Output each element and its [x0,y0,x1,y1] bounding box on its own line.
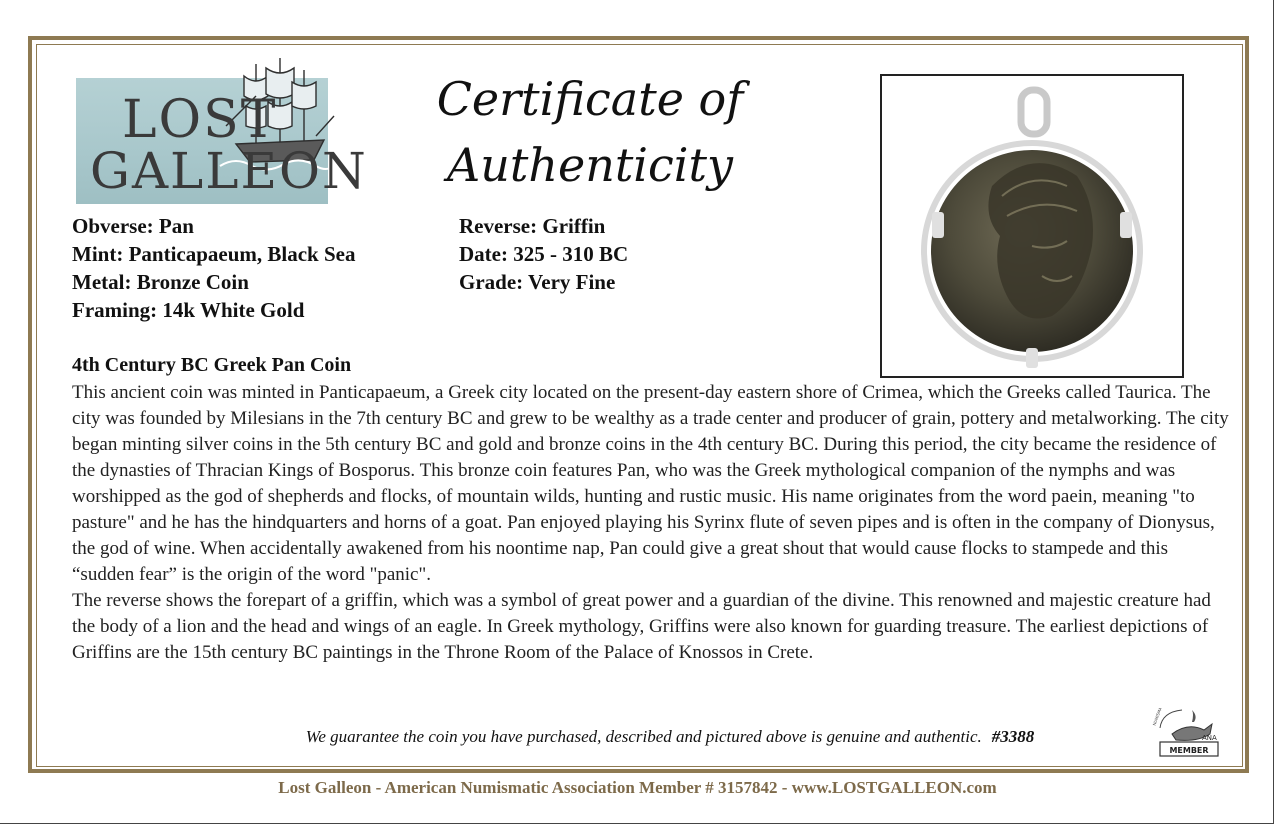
lost-galleon-logo [76,78,368,204]
footer-membership-line: Lost Galleon - American Numismatic Association Member # 3157842 - www.LOSTGALLEON.com [278,778,997,797]
description-heading: 4th Century BC Greek Pan Coin [72,354,352,376]
guarantee-statement [120,727,1220,747]
field-framing: Framing: 14k White Gold [72,298,305,322]
field-mint: Mint: Panticapaeum, Black Sea [72,242,356,266]
logo-word-lost: LOST [122,90,278,150]
coin-pendant-image [880,74,1184,378]
coin-details-left [72,212,356,324]
field-obverse: Obverse: Pan [72,214,194,238]
coin-details-right [459,212,628,296]
ana-badge-arc-text: NUMISMATIC [1152,708,1165,727]
ana-badge-top-text: ANA [1202,734,1217,742]
ana-member-badge [1152,708,1224,758]
certificate-title [420,66,760,198]
field-date: Date: 325 - 310 BC [459,242,629,266]
certificate-number: #3388 [991,727,1035,746]
guarantee-text: We guarantee the coin you have purchased, described and pictured above is genuine and authentic. [305,727,982,746]
title-line-2: Authenticity [447,138,733,192]
description-body [72,380,1232,666]
field-grade: Grade: Very Fine [459,270,616,294]
logo-word-galleon: GALLEON [90,142,368,200]
description-paragraph-1: This ancient coin was minted in Panticapaeum, a Greek city located on the present-day eastern shore of Crimea, which the Greeks called Taurica. The city was founded by Milesians in the 7th century BC and grew to be wealthy as a trade center and producer of grain, pottery and metalworking. The city began minting silver coins in the 5th century BC and gold and bronze coins in the 4th century BC. During this period, the city became the residence of the dynasties of Thracian Kings of Bosporus. This bronze coin features Pan, who was the Greek mythological companion of the nymphs and was worshipped as the god of shepherds and flocks, of mountain wilds, hunting and rustic music. His name originates from the word paein, meaning "to pasture" and he has the hindquarters and horns of a goat. Pan enjoyed playing his Syrinx flute of seven pipes and is often in the company of Dionysus, the god of wine. When accidentally awakened from his noontime nap, Pan could give a great shout that would cause flocks to stampede and this “sudden fear” is the origin of the word "panic". [72,382,1229,585]
title-line-1: Certificate of [436,72,744,126]
coin-pendant-icon [882,76,1182,376]
field-metal: Metal: Bronze Coin [72,270,249,294]
ana-lamp-icon [1152,708,1224,758]
ana-badge-bottom-text: MEMBER [1169,746,1209,755]
description-paragraph-2: The reverse shows the forepart of a griffin, which was a symbol of great power and a guardian of the divine. This renowned and majestic creature had the body of a lion and the head and wings of an eagle. In Greek mythology, Griffins were also known for guarding treasure. The earliest depictions of Griffins are the 15th century BC paintings in the Throne Room of the Palace of Knossos in Crete. [72,590,1211,663]
field-reverse: Reverse: Griffin [459,214,606,238]
